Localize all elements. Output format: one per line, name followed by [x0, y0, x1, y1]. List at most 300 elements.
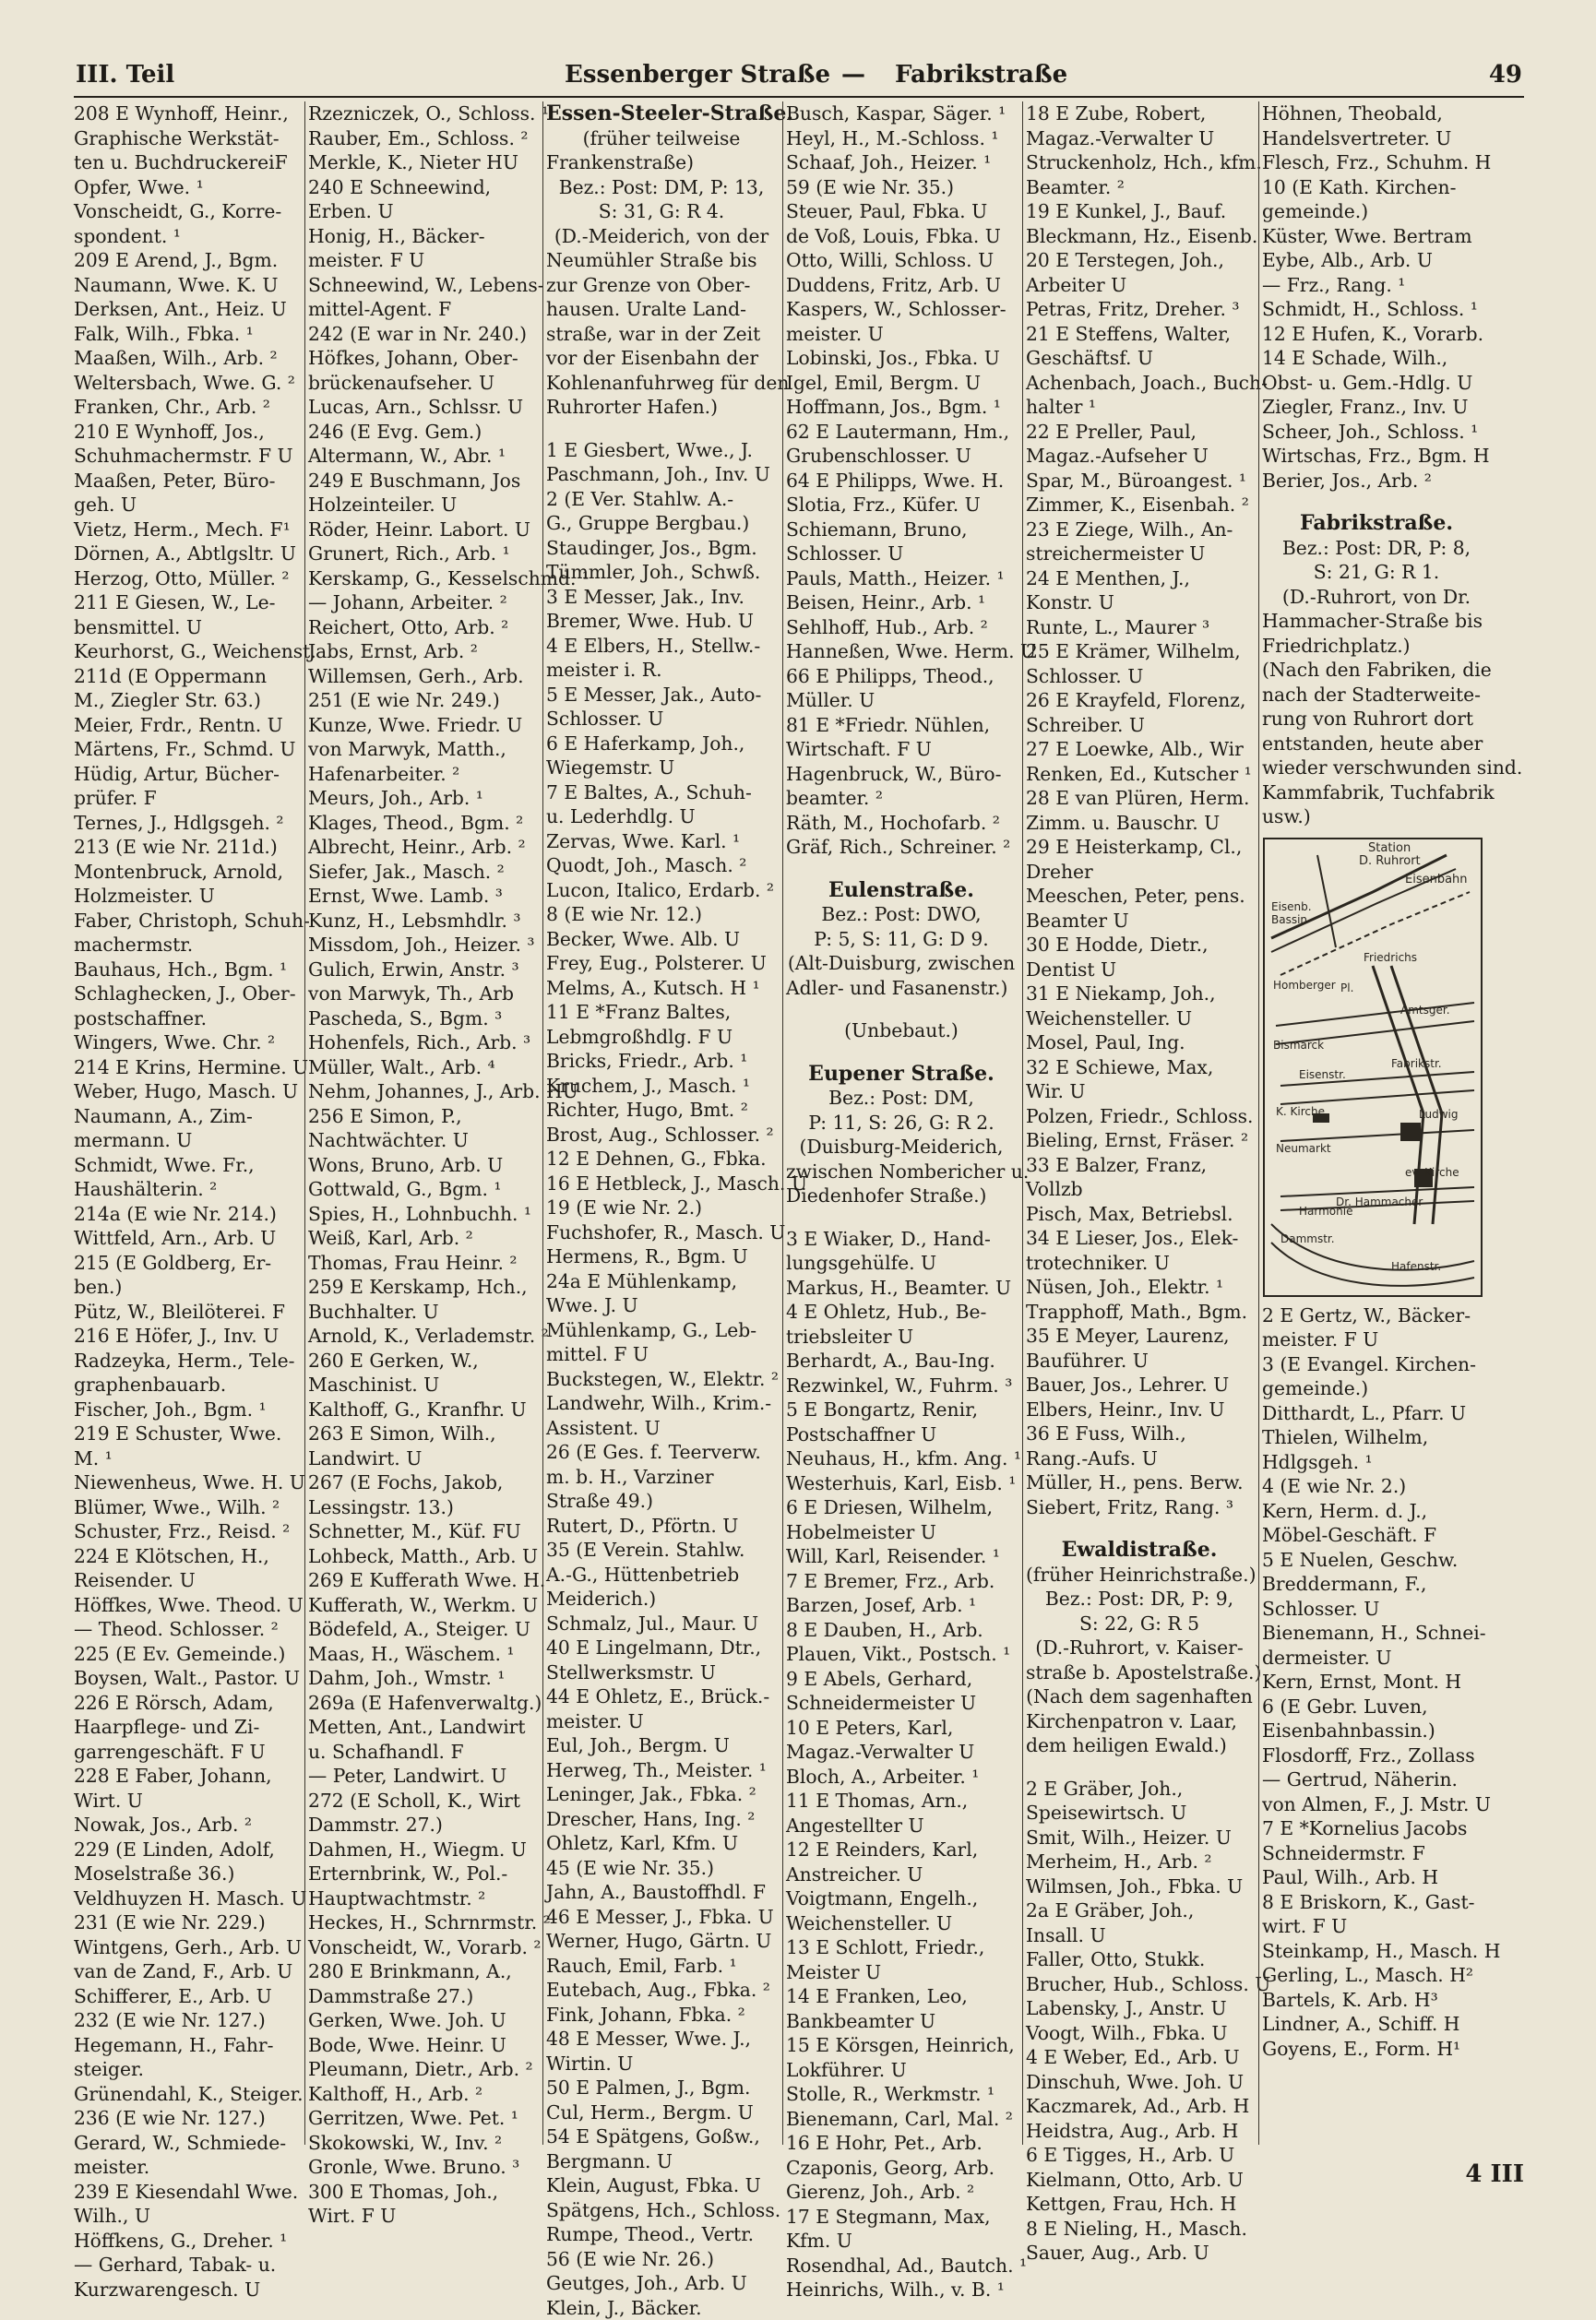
directory-line: 7 E Bremer, Frz., Arb. — [786, 1569, 1017, 1594]
directory-line: Merheim, H., Arb. ² — [1026, 1850, 1253, 1874]
directory-line: Gerling, L., Masch. H² — [1262, 1963, 1491, 1988]
directory-line: 231 (E wie Nr. 229.) — [74, 1910, 299, 1935]
directory-line: Kalthoff, G., Kranfhr. U — [308, 1398, 537, 1422]
directory-line: Beamter U — [1026, 909, 1253, 934]
directory-line: Arnold, K., Verlademstr. ² — [308, 1324, 537, 1349]
directory-line: Wwe. J. U — [546, 1293, 777, 1318]
map-label: Dr. Hammacher — [1336, 1196, 1423, 1208]
directory-line: 35 E Meyer, Laurenz, — [1026, 1324, 1253, 1349]
directory-line: meister. F U — [1262, 1327, 1491, 1352]
directory-line: straße b. Apostelstraße.) — [1026, 1660, 1253, 1685]
spacer — [1262, 493, 1491, 511]
directory-line: Becker, Wwe. Alb. U — [546, 927, 777, 952]
directory-line: Wilmsen, Joh., Fbka. U — [1026, 1874, 1253, 1899]
directory-line: Schmalz, Jul., Maur. U — [546, 1612, 777, 1636]
directory-line: Märtens, Fr., Schmd. U — [74, 737, 299, 762]
directory-line: Bartels, K. Arb. H³ — [1262, 1988, 1491, 2013]
directory-line: Wons, Bruno, Arb. U — [308, 1153, 537, 1178]
directory-line: Höffkes, Wwe. Theod. U — [74, 1593, 299, 1618]
directory-line: Heinrichs, Wilh., v. B. ¹ — [786, 2278, 1017, 2302]
directory-line: Siefer, Jak., Masch. ² — [308, 860, 537, 885]
directory-line: Wirtschaft. F U — [786, 737, 1017, 762]
directory-line: geh. U — [74, 493, 299, 518]
directory-line: Beamter. ² — [1026, 175, 1253, 200]
directory-line: Dreher — [1026, 860, 1253, 885]
directory-line: 225 (E Ev. Gemeinde.) — [74, 1642, 299, 1667]
directory-line: meister. — [74, 2155, 299, 2180]
directory-line: Schneidermstr. F — [1262, 1841, 1491, 1866]
directory-line: Dahm, Joh., Wmstr. ¹ — [308, 1666, 537, 1691]
directory-line: Heidstra, Aug., Arb. H — [1026, 2119, 1253, 2144]
directory-line: Rezwinkel, W., Fuhrm. ³ — [786, 1374, 1017, 1398]
directory-line: Blümer, Wwe., Wilh. ² — [74, 1495, 299, 1520]
street-line — [1271, 1243, 1474, 1286]
street-info-line: (Duisburg-Meiderich, — [786, 1135, 1017, 1160]
directory-line: 27 E Loewke, Alb., Wir — [1026, 737, 1253, 762]
directory-line: Maas, H., Wäschem. ¹ — [308, 1642, 537, 1667]
directory-line: Röder, Heinr. Labort. U — [308, 518, 537, 542]
directory-line: Pascheda, S., Bgm. ³ — [308, 1006, 537, 1031]
directory-line: Schlosser. U — [1026, 664, 1253, 689]
directory-line: Beisen, Heinr., Arb. ¹ — [786, 590, 1017, 615]
directory-line: 219 E Schuster, Wwe. — [74, 1422, 299, 1446]
directory-line: 35 (E Verein. Stahlw. — [546, 1538, 777, 1563]
directory-line: Pütz, W., Bleilöterei. F — [74, 1300, 299, 1325]
directory-line: Meister U — [786, 1960, 1017, 1985]
directory-line: Fischer, Joh., Bgm. ¹ — [74, 1398, 299, 1422]
directory-line: 5 E Messer, Jak., Auto- — [546, 683, 777, 708]
directory-line: Holzmeister. U — [74, 884, 299, 909]
directory-line: Meeschen, Peter, pens. — [1026, 884, 1253, 909]
directory-line: — Peter, Landwirt. U — [308, 1764, 537, 1789]
street-info-line: S: 31, G: R 4. — [546, 199, 777, 224]
directory-line: Fuchshofer, R., Masch. U — [546, 1220, 777, 1245]
directory-line: 45 (E wie Nr. 35.) — [546, 1856, 777, 1881]
directory-line: Insall. U — [1026, 1923, 1253, 1948]
column-divider — [304, 101, 305, 2145]
directory-line: Hohenfels, Rich., Arb. ³ — [308, 1030, 537, 1055]
directory-line: Rauber, Em., Schloss. ² — [308, 126, 537, 151]
directory-line: Kern, Ernst, Mont. H — [1262, 1670, 1491, 1695]
directory-line: 12 E Reinders, Karl, — [786, 1838, 1017, 1862]
directory-line: Zimmer, K., Eisenbah. ² — [1026, 493, 1253, 518]
column-4 — [786, 101, 1017, 2142]
directory-line: Niewenheus, Wwe. H. U — [74, 1470, 299, 1495]
directory-line: Holzeinteiler. U — [308, 493, 537, 518]
directory-line: vor der Eisenbahn der — [546, 346, 777, 371]
directory-line: Heyl, H., M.-Schloss. ¹ — [786, 126, 1017, 151]
street-info-line: Bez.: Post: DWO, — [786, 902, 1017, 927]
directory-line: 66 E Philipps, Theod., — [786, 664, 1017, 689]
directory-line: Steuer, Paul, Fbka. U — [786, 199, 1017, 224]
directory-line: Dahmen, H., Wiegm. U — [308, 1838, 537, 1862]
street-info-line: P: 5, S: 11, G: D 9. — [786, 927, 1017, 952]
directory-line: garrengeschäft. F U — [74, 1740, 299, 1765]
directory-line: 8 (E wie Nr. 12.) — [546, 902, 777, 927]
directory-line: Montenbruck, Arnold, — [74, 860, 299, 885]
directory-line: Bleckmann, Hz., Eisenb. — [1026, 224, 1253, 249]
directory-line: Naumann, A., Zim- — [74, 1104, 299, 1129]
directory-line: Gierenz, Joh., Arb. ² — [786, 2180, 1017, 2205]
directory-line: rung von Ruhrort dort — [1262, 707, 1491, 732]
directory-line: 5 E Nuelen, Geschw. — [1262, 1548, 1491, 1573]
directory-line: Meier, Frdr., Rentn. U — [74, 713, 299, 738]
directory-line: spondent. ¹ — [74, 224, 299, 249]
directory-line: 33 E Balzer, Franz, — [1026, 1153, 1253, 1178]
directory-line: 59 (E wie Nr. 35.) — [786, 175, 1017, 200]
street-info-line: (Alt-Duisburg, zwischen — [786, 951, 1017, 976]
column-3 — [546, 101, 777, 2142]
directory-line: Busch, Kaspar, Säger. ¹ — [786, 101, 1017, 126]
directory-line: Gronle, Wwe. Bruno. ³ — [308, 2155, 537, 2180]
directory-line: meister i. R. — [546, 658, 777, 683]
directory-line: Kern, Herm. d. J., — [1262, 1499, 1491, 1524]
directory-line: Grubenschlosser. U — [786, 444, 1017, 469]
directory-line: wieder verschwunden sind. — [1262, 755, 1491, 780]
directory-line: Sehlhoff, Hub., Arb. ² — [786, 615, 1017, 640]
directory-line: Kirchenpatron v. Laar, — [1026, 1709, 1253, 1734]
directory-line: Adler- und Fasanenstr.) — [786, 976, 1017, 1001]
directory-line: Landwirt. U — [308, 1446, 537, 1471]
directory-line: Pleumann, Dietr., Arb. ² — [308, 2057, 537, 2082]
directory-line: Dinschuh, Wwe. Joh. U — [1026, 2070, 1253, 2095]
directory-line: Ohletz, Karl, Kfm. U — [546, 1831, 777, 1856]
directory-line: 263 E Simon, Wilh., — [308, 1422, 537, 1446]
directory-line: Konstr. U — [1026, 590, 1253, 615]
directory-line: 16 E Hohr, Pet., Arb. — [786, 2131, 1017, 2156]
directory-line: gemeinde.) — [1262, 1376, 1491, 1401]
directory-line: 11 E *Franz Baltes, — [546, 1000, 777, 1025]
directory-line: Wittfeld, Arn., Arb. U — [74, 1226, 299, 1251]
directory-line: 30 E Hodde, Dietr., — [1026, 933, 1253, 958]
directory-line: u. Lederhdlg. U — [546, 804, 777, 829]
directory-line: Ruhrorter Hafen.) — [546, 395, 777, 420]
directory-line: Schuhmachermstr. F U — [74, 444, 299, 469]
column-divider — [1258, 101, 1259, 2145]
map-label: Bassin — [1271, 913, 1307, 926]
directory-line: Pauls, Matth., Heizer. ¹ — [786, 566, 1017, 591]
directory-line: Opfer, Wwe. ¹ — [74, 175, 299, 200]
directory-line: Elbers, Heinr., Inv. U — [1026, 1398, 1253, 1422]
directory-line: brückenaufseher. U — [308, 371, 537, 396]
directory-line: Bauer, Jos., Lehrer. U — [1026, 1373, 1253, 1398]
directory-line: Schuster, Frz., Reisd. ² — [74, 1519, 299, 1544]
directory-line: Plauen, Vikt., Postsch. ¹ — [786, 1642, 1017, 1667]
directory-line: Wingers, Wwe. Chr. ² — [74, 1030, 299, 1055]
street-info-line: (D.-Ruhrort, von Dr. — [1262, 585, 1491, 610]
directory-line: zur Grenze von Ober- — [546, 273, 777, 298]
directory-line: streichermeister U — [1026, 541, 1253, 566]
directory-line: Kettgen, Frau, Hch. H — [1026, 2192, 1253, 2217]
directory-line: Vonscheidt, W., Vorarb. ² — [308, 1935, 537, 1960]
directory-line: 6 (E Gebr. Luven, — [1262, 1695, 1491, 1719]
directory-line: Markus, H., Beamter. U — [786, 1276, 1017, 1301]
directory-line: lungsgehülfe. U — [786, 1251, 1017, 1276]
directory-line: 3 E Wiaker, D., Hand- — [786, 1227, 1017, 1252]
map-label: K. Kirche — [1276, 1105, 1325, 1118]
directory-line: Hanneßen, Wwe. Herm. U — [786, 639, 1017, 664]
map-label: Eisenstr. — [1299, 1068, 1346, 1081]
directory-line: Nehm, Johannes, J., Arb. HU — [308, 1079, 537, 1104]
directory-line: 10 (E Kath. Kirchen- — [1262, 175, 1491, 200]
directory-line: Thielen, Wilhelm, — [1262, 1425, 1491, 1450]
directory-line: Naumann, Wwe. K. U — [74, 273, 299, 298]
directory-line: Gerken, Wwe. Joh. U — [308, 2008, 537, 2033]
directory-line: Dentist U — [1026, 958, 1253, 982]
directory-line: Ziegler, Franz., Inv. U — [1262, 395, 1491, 420]
directory-line: Meiderich.) — [546, 1587, 777, 1612]
directory-line: Eybe, Alb., Arb. U — [1262, 248, 1491, 273]
header-separator: — — [841, 61, 865, 89]
directory-line: 229 (E Linden, Adolf, — [74, 1838, 299, 1862]
directory-line: Bremer, Wwe. Hub. U — [546, 609, 777, 634]
column-divider — [1022, 101, 1023, 2145]
street-heading: Eulenstraße. — [786, 878, 1017, 903]
directory-line: Brucher, Hub., Schloss. U — [1026, 1972, 1253, 1997]
directory-line: Höfkes, Johann, Ober- — [308, 346, 537, 371]
directory-line: 14 E Franken, Leo, — [786, 1984, 1017, 2009]
directory-line: Berhardt, A., Bau-Ing. — [786, 1349, 1017, 1374]
directory-line: Rosendhal, Ad., Bautch. ¹ — [786, 2254, 1017, 2278]
directory-line: Kurzwarengesch. U — [74, 2278, 299, 2302]
directory-line: Siebert, Fritz, Rang. ³ — [1026, 1495, 1253, 1520]
directory-line: usw.) — [1262, 804, 1491, 829]
directory-line: Nüsen, Joh., Elektr. ¹ — [1026, 1275, 1253, 1300]
directory-line: Stolle, R., Werkmstr. ¹ — [786, 2082, 1017, 2107]
directory-line: Weichensteller. U — [786, 1911, 1017, 1936]
directory-line: Trapphoff, Math., Bgm. — [1026, 1300, 1253, 1325]
directory-line: 267 (E Fochs, Jakob, — [308, 1470, 537, 1495]
directory-line: Albrecht, Heinr., Arb. ² — [308, 835, 537, 860]
directory-line: Magaz.-Verwalter U — [786, 1740, 1017, 1765]
street-info-line: Bez.: Post: DM, — [786, 1086, 1017, 1111]
directory-line: 1 E Giesbert, Wwe., J. — [546, 438, 777, 463]
column-divider — [542, 101, 543, 2145]
directory-line: Struckenholz, Hch., kfm. — [1026, 150, 1253, 175]
directory-line: 16 E Hetbleck, J., Masch. U — [546, 1172, 777, 1196]
directory-line: mittel. F U — [546, 1342, 777, 1367]
directory-line: Steinkamp, H., Masch. H — [1262, 1939, 1491, 1964]
directory-line: 18 E Zube, Robert, — [1026, 101, 1253, 126]
directory-line: Meurs, Joh., Arb. ¹ — [308, 786, 537, 811]
directory-line: m. b. H., Varziner — [546, 1465, 777, 1490]
directory-line: Duddens, Fritz, Arb. U — [786, 273, 1017, 298]
directory-line: Cul, Herm., Bergm. U — [546, 2100, 777, 2125]
directory-line: Wir. U — [1026, 1079, 1253, 1104]
directory-line: straße, war in der Zeit — [546, 322, 777, 347]
directory-line: Kohlenanfuhrweg für den — [546, 371, 777, 396]
directory-line: Goyens, E., Form. H¹ — [1262, 2037, 1491, 2062]
directory-line: Nowak, Jos., Arb. ² — [74, 1813, 299, 1838]
directory-line: Hauptwachtmstr. ² — [308, 1886, 537, 1911]
directory-line: Ditthardt, L., Pfarr. U — [1262, 1401, 1491, 1426]
directory-line: Bieling, Ernst, Fräser. ² — [1026, 1128, 1253, 1153]
directory-line: Schneidermeister U — [786, 1691, 1017, 1716]
directory-line: 29 E Heisterkamp, Cl., — [1026, 835, 1253, 860]
directory-line: Wirtschas, Frz., Bgm. H — [1262, 444, 1491, 469]
directory-line: Skokowski, W., Inv. ² — [308, 2131, 537, 2156]
directory-line: Richter, Hugo, Bmt. ² — [546, 1098, 777, 1123]
directory-line: Altermann, W., Abr. ¹ — [308, 444, 537, 469]
directory-line: 226 E Rörsch, Adam, — [74, 1691, 299, 1716]
directory-line: 24a E Mühlenkamp, — [546, 1269, 777, 1294]
map-label: Ludwig — [1419, 1108, 1458, 1121]
directory-line: Schnetter, M., Küf. FU — [308, 1519, 537, 1544]
directory-line: 272 (E Scholl, K., Wirt — [308, 1789, 537, 1814]
directory-line: Kfm. U — [786, 2229, 1017, 2254]
directory-line: Dammstr. 27.) — [308, 1813, 537, 1838]
directory-line: Dammstraße 27.) — [308, 1984, 537, 2009]
directory-line: Pisch, Max, Betriebsl. — [1026, 1202, 1253, 1227]
directory-line: 228 E Faber, Johann, — [74, 1764, 299, 1789]
directory-line: Reichert, Otto, Arb. ² — [308, 615, 537, 640]
directory-line: Derksen, Ant., Heiz. U — [74, 297, 299, 322]
directory-line: 251 (E wie Nr. 249.) — [308, 688, 537, 713]
directory-line: 12 E Dehnen, G., Fbka. — [546, 1147, 777, 1172]
directory-line: bensmittel. U — [74, 615, 299, 640]
map-label: Bismarck — [1273, 1039, 1324, 1052]
directory-line: Bienemann, Carl, Mal. ² — [786, 2107, 1017, 2132]
directory-line: wirt. F U — [1262, 1914, 1491, 1939]
directory-line: Merkle, K., Nieter HU — [308, 150, 537, 175]
directory-line: dermeister. U — [1262, 1646, 1491, 1671]
directory-line: Lindner, A., Schiff. H — [1262, 2012, 1491, 2037]
map-label: Fabrikstr. — [1391, 1057, 1442, 1070]
directory-line: graphenbauarb. — [74, 1373, 299, 1398]
directory-line: Weiß, Karl, Arb. ² — [308, 1226, 537, 1251]
directory-line: meister. U — [546, 1709, 777, 1734]
map-label: Harmonie — [1299, 1205, 1352, 1218]
directory-line: Kaspers, W., Schlosser- — [786, 297, 1017, 322]
directory-line: Schlaghecken, J., Ober- — [74, 982, 299, 1006]
directory-line: Magaz.-Aufseher U — [1026, 444, 1253, 469]
directory-line: Wirtin. U — [546, 2052, 777, 2076]
directory-line: 22 E Preller, Paul, — [1026, 420, 1253, 445]
directory-line: ben.) — [74, 1275, 299, 1300]
header-first-street: Essenberger Straße — [565, 61, 830, 89]
signature-mark: 4 III — [1465, 2160, 1524, 2188]
directory-line: — Theod. Schlosser. ² — [74, 1617, 299, 1642]
map-label: Neumarkt — [1276, 1142, 1331, 1155]
directory-line: Runte, L., Maurer ³ — [1026, 615, 1253, 640]
directory-line: Schmidt, Wwe. Fr., — [74, 1153, 299, 1178]
column-6 — [1262, 101, 1491, 2142]
directory-line: Herweg, Th., Meister. ¹ — [546, 1758, 777, 1783]
directory-line: 12 E Hufen, K., Vorarb. — [1262, 322, 1491, 347]
directory-line: Speisewirtsch. U — [1026, 1801, 1253, 1826]
directory-line: Rumpe, Theod., Vertr. — [546, 2222, 777, 2247]
directory-line: Veldhuyzen H. Masch. U — [74, 1886, 299, 1911]
directory-line: Kufferath, W., Werkm. U — [308, 1593, 537, 1618]
directory-line: Graphische Werkstät- — [74, 126, 299, 151]
directory-line: 25 E Krämer, Wilhelm, — [1026, 639, 1253, 664]
directory-line: 40 E Lingelmann, Dtr., — [546, 1636, 777, 1660]
map-label: Station — [1368, 841, 1411, 855]
directory-line: Neumühler Straße bis — [546, 248, 777, 273]
directory-line: Wiegemstr. U — [546, 755, 777, 780]
directory-line: Slotia, Frz., Küfer. U — [786, 493, 1017, 518]
directory-line: Schifferer, E., Arb. U — [74, 1984, 299, 2009]
directory-line: postschaffner. — [74, 1006, 299, 1031]
directory-line: Lokführer. U — [786, 2058, 1017, 2083]
street-heading: Ewaldistraße. — [1026, 1538, 1253, 1563]
directory-line: Rang.-Aufs. U — [1026, 1446, 1253, 1471]
directory-line: Lobinski, Jos., Fbka. U — [786, 346, 1017, 371]
directory-line: Schlosser. U — [786, 541, 1017, 566]
directory-line: 2a E Gräber, Joh., — [1026, 1898, 1253, 1923]
street-info-line: (Nach den Fabriken, die — [1262, 658, 1491, 683]
directory-line: Achenbach, Joach., Buch- — [1026, 371, 1253, 396]
directory-line: Renken, Ed., Kutscher ¹ — [1026, 762, 1253, 787]
directory-line: Reisender. U — [74, 1568, 299, 1593]
street-info-line: S: 22, G: R 5 — [1026, 1612, 1253, 1636]
directory-line: gemeinde.) — [1262, 199, 1491, 224]
directory-line: Geschäftsf. U — [1026, 346, 1253, 371]
directory-line: Gerritzen, Wwe. Pet. ¹ — [308, 2106, 537, 2131]
directory-line: Kruchem, J., Masch. ¹ — [546, 1074, 777, 1099]
directory-line: 2 E Gräber, Joh., — [1026, 1777, 1253, 1802]
directory-line: 7 E Baltes, A., Schuh- — [546, 780, 777, 805]
directory-line: Igel, Emil, Bergm. U — [786, 371, 1017, 396]
directory-line: Kunze, Wwe. Friedr. U — [308, 713, 537, 738]
directory-line: 239 E Kiesendahl Wwe. — [74, 2180, 299, 2205]
directory-line: Geutges, Joh., Arb. U — [546, 2271, 777, 2296]
directory-line: Keurhorst, G., Weichenst. — [74, 639, 299, 664]
directory-line: mittel-Agent. F — [308, 297, 537, 322]
directory-line: M. ¹ — [74, 1446, 299, 1471]
directory-line: 20 E Terstegen, Joh., — [1026, 248, 1253, 273]
header-section-label: III. Teil — [76, 61, 174, 89]
map-label: Eisenbahn — [1405, 873, 1468, 886]
directory-line: 46 E Messer, J., Fbka. U — [546, 1905, 777, 1930]
directory-line: Schlosser. U — [1262, 1597, 1491, 1622]
directory-line: Jahn, A., Baustoffhdl. F — [546, 1880, 777, 1905]
street-info-line: (früher teilweise — [546, 126, 777, 151]
directory-line: Berier, Jos., Arb. ² — [1262, 469, 1491, 494]
directory-line: 3 E Messer, Jak., Inv. — [546, 585, 777, 610]
directory-line: Hegemann, H., Fahr- — [74, 2033, 299, 2058]
directory-line: 6 E Driesen, Wilhelm, — [786, 1495, 1017, 1520]
directory-line: 11 E Thomas, Arn., — [786, 1789, 1017, 1814]
directory-line: 214 E Krins, Hermine. U — [74, 1055, 299, 1080]
directory-line: Bankbeamter U — [786, 2009, 1017, 2034]
street-info-line: (Nach dem sagenhaften — [1026, 1684, 1253, 1709]
directory-line: Schlosser. U — [546, 707, 777, 732]
directory-line: 54 E Spätgens, Goßw., — [546, 2124, 777, 2149]
directory-line: Lucon, Italico, Erdarb. ² — [546, 878, 777, 903]
directory-line: Moselstraße 36.) — [74, 1862, 299, 1886]
directory-line: Otto, Willi, Schloss. U — [786, 248, 1017, 273]
directory-line: — Gertrud, Näherin. — [1262, 1767, 1491, 1792]
street-info-line: Bez.: Post: DM, P: 13, — [546, 175, 777, 200]
directory-line: Räth, M., Hochofarb. ² — [786, 811, 1017, 836]
directory-line: steiger. — [74, 2057, 299, 2082]
directory-line: Bauhaus, Hch., Bgm. ¹ — [74, 958, 299, 982]
directory-line: machermstr. — [74, 933, 299, 958]
directory-line: 242 (E war in Nr. 240.) — [308, 322, 537, 347]
directory-line: Kerskamp, G., Kesselschmd. ¹ — [308, 566, 537, 591]
directory-line: 28 E van Plüren, Herm. — [1026, 786, 1253, 811]
directory-line: Grünendahl, K., Steiger. — [74, 2082, 299, 2107]
directory-line: Flosdorff, Frz., Zollass — [1262, 1743, 1491, 1768]
directory-line: 81 E *Friedr. Nühlen, — [786, 713, 1017, 738]
directory-line: mermann. U — [74, 1128, 299, 1153]
directory-line: Küster, Wwe. Bertram — [1262, 224, 1491, 249]
directory-line: 232 (E wie Nr. 127.) — [74, 2008, 299, 2033]
directory-line: 240 E Schneewind, — [308, 175, 537, 200]
directory-line: Lessingstr. 13.) — [308, 1495, 537, 1520]
directory-line: A.-G., Hüttenbetrieb — [546, 1563, 777, 1588]
